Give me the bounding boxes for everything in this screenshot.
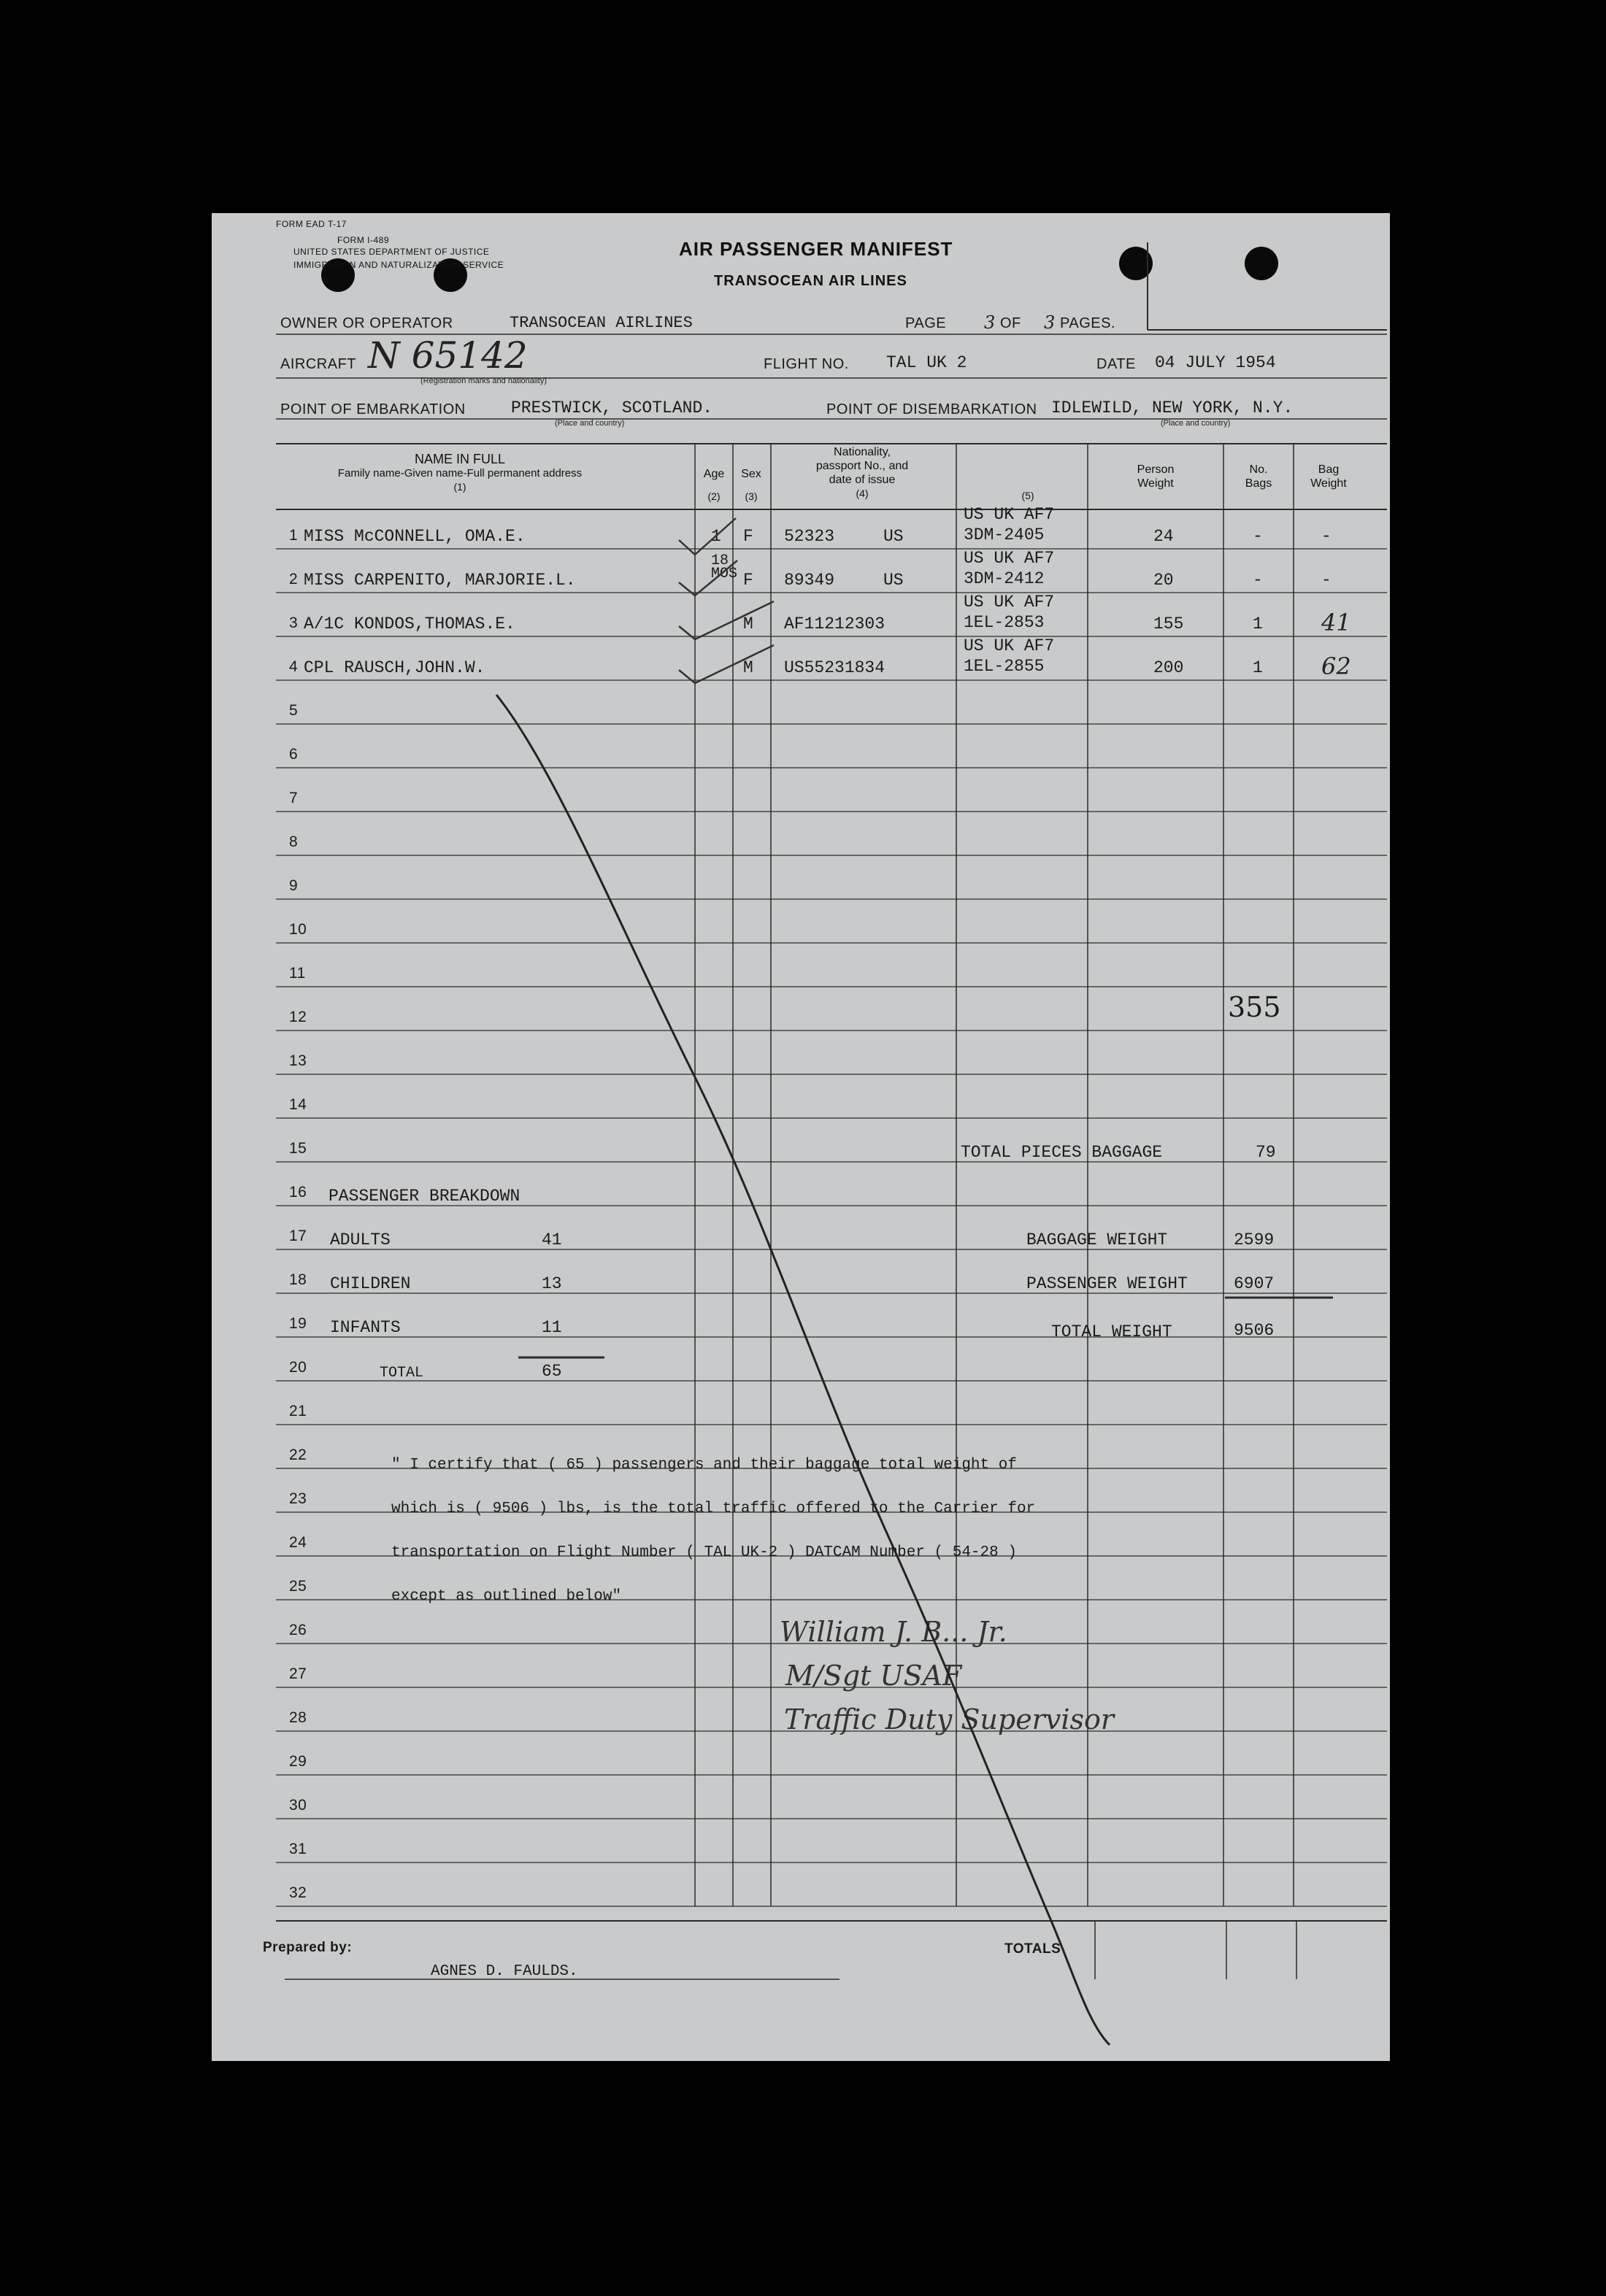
passenger-name: MISS CARPENITO, MARJORIE.L. xyxy=(304,571,576,590)
embarkation-label: POINT OF EMBARKATION xyxy=(280,401,466,417)
passenger-age: 1 xyxy=(711,527,721,546)
signature-rank: M/Sgt USAF xyxy=(785,1660,962,1692)
prepared-by-value: AGNES D. FAULDS. xyxy=(431,1963,578,1980)
total-weight-value: 9506 xyxy=(1234,1321,1275,1340)
children-value: 13 xyxy=(542,1274,562,1293)
passenger-weight-value: 6907 xyxy=(1234,1274,1275,1293)
row-number: 20 xyxy=(289,1359,307,1376)
passenger-age: 18 MOS xyxy=(711,552,738,582)
row-number: 19 xyxy=(289,1315,307,1332)
row-number: 10 xyxy=(289,921,307,938)
passenger-bag-weight: 41 xyxy=(1321,609,1351,636)
passenger-code-line2: 1EL-2853 xyxy=(964,613,1045,632)
date-label: DATE xyxy=(1096,356,1136,372)
passenger-nationality: US xyxy=(883,527,904,546)
handwritten-marks xyxy=(212,213,1390,2061)
passenger-sex: F xyxy=(743,527,753,546)
passenger-nationality: US xyxy=(883,571,904,590)
strike-through-line xyxy=(496,695,1110,2045)
row-number: 12 xyxy=(289,1009,307,1025)
signature-name: William J. B... Jr. xyxy=(780,1616,1007,1648)
passenger-code-line1: US UK AF7 xyxy=(964,636,1055,655)
row-number: 31 xyxy=(289,1841,307,1857)
row-number: 26 xyxy=(289,1622,307,1638)
disembarkation-sub: (Place and country) xyxy=(1161,419,1231,428)
passenger-weight: 24 xyxy=(1153,527,1174,546)
col-weight-line1: Person xyxy=(1137,463,1175,476)
passenger-code-line2: 3DM-2405 xyxy=(964,525,1045,544)
row-number: 8 xyxy=(289,833,299,850)
row-number: 18 xyxy=(289,1271,307,1288)
row-number: 16 xyxy=(289,1184,307,1201)
col-bags-line1: No. xyxy=(1249,463,1268,476)
passenger-name: A/1C KONDOS,THOMAS.E. xyxy=(304,615,515,633)
infants-label: INFANTS xyxy=(330,1318,401,1337)
col-bagwt-line1: Bag xyxy=(1318,463,1340,476)
col-nationality-line1: Nationality, xyxy=(834,446,891,458)
agency-service: IMMIGRATION AND NATURALIZATION SERVICE xyxy=(293,260,504,270)
col-bagwt-line2: Weight xyxy=(1310,477,1347,490)
prepared-by-label: Prepared by: xyxy=(263,1940,353,1955)
passenger-weight: 20 xyxy=(1153,571,1174,590)
form-title: AIR PASSENGER MANIFEST xyxy=(679,238,953,260)
col-nationality-line3: date of issue xyxy=(829,474,896,486)
row-number: 30 xyxy=(289,1797,307,1814)
embarkation-sub: (Place and country) xyxy=(555,419,625,428)
row-number: 15 xyxy=(289,1140,307,1157)
manifest-sheet xyxy=(212,213,1390,2061)
of-label: OF xyxy=(1000,315,1021,331)
flight-label: FLIGHT NO. xyxy=(764,356,849,372)
passenger-bag-weight: - xyxy=(1321,571,1332,590)
passenger-code-line1: US UK AF7 xyxy=(964,593,1055,612)
baggage-weight-label: BAGGAGE WEIGHT xyxy=(1026,1230,1168,1249)
row-number: 13 xyxy=(289,1052,307,1069)
col-5-number: (5) xyxy=(1021,490,1034,501)
passenger-passport: AF11212303 xyxy=(784,615,885,633)
col-name-title: NAME IN FULL xyxy=(414,452,506,466)
passenger-bags: 1 xyxy=(1253,658,1263,677)
row-number: 22 xyxy=(289,1446,307,1463)
disembarkation-label: POINT OF DISEMBARKATION xyxy=(826,401,1037,417)
passenger-bag-weight: - xyxy=(1321,527,1332,546)
col-name-subtitle: Family name-Given name-Full permanent address xyxy=(337,467,583,479)
passenger-bags: - xyxy=(1253,571,1263,590)
bag-count-note: 355 xyxy=(1228,991,1281,1023)
passenger-name: MISS McCONNELL, OMA.E. xyxy=(304,527,526,546)
row-number: 3 xyxy=(289,615,299,631)
signature-title: Traffic Duty Supervisor xyxy=(784,1703,1115,1736)
row-number: 27 xyxy=(289,1665,307,1682)
aircraft-value: N 65142 xyxy=(368,334,528,377)
date-value: 04 JULY 1954 xyxy=(1155,353,1276,372)
row-number: 29 xyxy=(289,1753,307,1770)
col-weight-line2: Weight xyxy=(1137,477,1174,490)
passenger-bag-weight: 62 xyxy=(1321,652,1351,680)
embarkation-value: PRESTWICK, SCOTLAND. xyxy=(511,398,713,417)
flight-value: TAL UK 2 xyxy=(886,353,967,372)
row-number: 1 xyxy=(289,527,299,544)
baggage-weight-value: 2599 xyxy=(1234,1230,1275,1249)
form-code: FORM EAD T-17 xyxy=(276,219,347,229)
passenger-code-line1: US UK AF7 xyxy=(964,505,1055,524)
page-value: 3 xyxy=(984,312,996,333)
passenger-weight-label: PASSENGER WEIGHT xyxy=(1026,1274,1188,1293)
passenger-weight: 155 xyxy=(1153,615,1184,633)
passenger-code-line2: 1EL-2855 xyxy=(964,657,1045,676)
passenger-passport: 89349 xyxy=(784,571,835,590)
row-number: 23 xyxy=(289,1490,307,1507)
passenger-code-line2: 3DM-2412 xyxy=(964,569,1045,588)
of-value: 3 xyxy=(1044,312,1056,333)
pages-label: PAGES. xyxy=(1060,315,1115,331)
row-number: 24 xyxy=(289,1534,307,1551)
aircraft-sub: (Registration marks and nationality) xyxy=(420,377,548,385)
aircraft-label: AIRCRAFT xyxy=(280,356,356,372)
col-sex-title: Sex xyxy=(741,468,761,480)
owner-label: OWNER OR OPERATOR xyxy=(280,315,453,331)
certification-line-3: transportation on Flight Number ( TAL UK-2 ) DATCAM Number ( 54-28 ) xyxy=(391,1544,1017,1561)
col-nationality-number: (4) xyxy=(856,488,869,499)
passenger-bags: 1 xyxy=(1253,615,1263,633)
passenger-weight: 200 xyxy=(1153,658,1184,677)
row-number: 11 xyxy=(289,965,306,982)
passenger-code-line1: US UK AF7 xyxy=(964,549,1055,568)
owner-value: TRANSOCEAN AIRLINES xyxy=(510,314,693,332)
infants-value: 11 xyxy=(542,1318,562,1337)
passenger-name: CPL RAUSCH,JOHN.W. xyxy=(304,658,485,677)
adults-value: 41 xyxy=(542,1230,562,1249)
disembarkation-value: IDLEWILD, NEW YORK, N.Y. xyxy=(1051,398,1294,417)
passenger-sex: M xyxy=(743,615,753,633)
total-label: TOTAL xyxy=(380,1365,424,1382)
certification-line-1: " I certify that ( 65 ) passengers and their baggage total weight of xyxy=(391,1457,1017,1473)
checkmark-row-2 xyxy=(679,560,737,596)
checkmark-row-4 xyxy=(679,645,774,683)
form-number: FORM I-489 xyxy=(337,235,390,245)
passenger-passport: 52323 xyxy=(784,527,835,546)
row-number: 21 xyxy=(289,1403,307,1419)
children-label: CHILDREN xyxy=(330,1274,411,1293)
page-label: PAGE xyxy=(905,315,947,331)
col-age-title: Age xyxy=(703,468,725,480)
passenger-bags: - xyxy=(1253,527,1263,546)
airline-name: TRANSOCEAN AIR LINES xyxy=(714,273,907,289)
col-nationality-line2: passport No., and xyxy=(815,460,909,472)
row-number: 28 xyxy=(289,1709,307,1726)
total-pieces-label: TOTAL PIECES BAGGAGE xyxy=(961,1143,1163,1162)
row-number: 9 xyxy=(289,877,299,894)
row-number: 4 xyxy=(289,658,299,675)
totals-label: TOTALS xyxy=(1004,1941,1061,1957)
col-name-number: (1) xyxy=(453,481,466,493)
total-value: 65 xyxy=(542,1362,562,1381)
row-number: 6 xyxy=(289,746,299,763)
col-age-number: (2) xyxy=(707,490,721,502)
row-number: 32 xyxy=(289,1884,307,1901)
col-bags-line2: Bags xyxy=(1245,477,1272,490)
passenger-sex: F xyxy=(743,571,753,590)
passenger-sex: M xyxy=(743,658,753,677)
row-number: 17 xyxy=(289,1228,307,1244)
row-number: 25 xyxy=(289,1578,307,1595)
total-weight-label: TOTAL WEIGHT xyxy=(1051,1322,1172,1341)
certification-line-4: except as outlined below" xyxy=(391,1588,622,1605)
col-sex-number: (3) xyxy=(745,490,758,502)
row-number: 2 xyxy=(289,571,299,588)
passenger-passport: US55231834 xyxy=(784,658,885,677)
checkmark-row-1 xyxy=(679,518,736,555)
adults-label: ADULTS xyxy=(330,1230,391,1249)
breakdown-label: PASSENGER BREAKDOWN xyxy=(328,1187,520,1206)
agency-name: UNITED STATES DEPARTMENT OF JUSTICE xyxy=(293,247,490,257)
total-pieces-value: 79 xyxy=(1256,1143,1276,1162)
checkmark-row-3 xyxy=(679,601,774,639)
row-number: 5 xyxy=(289,702,299,719)
row-number: 7 xyxy=(289,790,299,806)
row-number: 14 xyxy=(289,1096,307,1113)
certification-line-2: which is ( 9506 ) lbs, is the total traffic offered to the Carrier for xyxy=(391,1501,1036,1517)
